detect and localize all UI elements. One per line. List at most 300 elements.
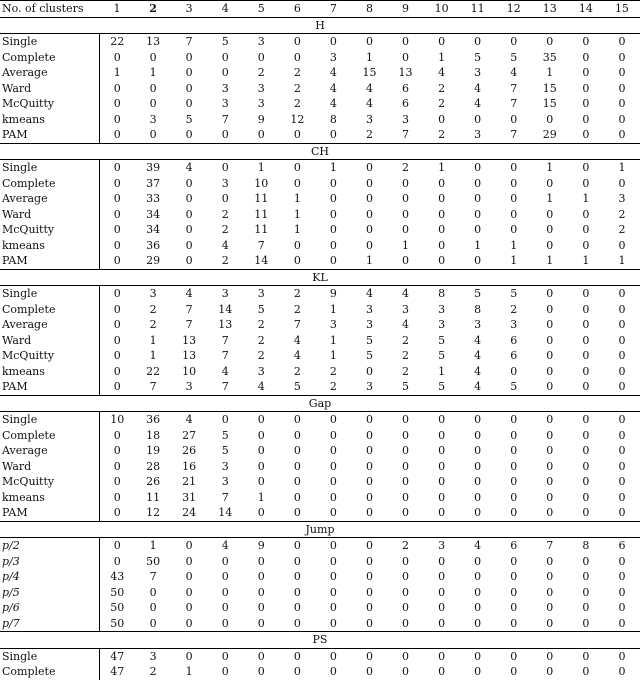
cell-value: 12 <box>290 112 305 126</box>
cell-value: 0 <box>582 364 590 378</box>
row-label: Complete <box>2 176 56 190</box>
cell-value: 0 <box>546 554 554 568</box>
cell-value: 1 <box>618 254 626 267</box>
cell-value: 3 <box>402 112 410 126</box>
cell-value: 0 <box>329 254 337 267</box>
cell-value: 3 <box>474 128 482 141</box>
cell-value: 1 <box>546 192 554 205</box>
cell-value: 0 <box>365 601 373 614</box>
cell-value: 0 <box>293 539 301 552</box>
cell-value: 0 <box>402 475 410 488</box>
group-title: CH <box>0 143 640 160</box>
cell-value: 0 <box>474 254 482 267</box>
cell-value: 0 <box>582 128 590 141</box>
header-column-6: 6 <box>279 1 315 18</box>
cell-value: 15 <box>542 97 557 110</box>
table-body <box>0 17 640 680</box>
cell-value: 0 <box>582 459 590 473</box>
cell-value: 0 <box>185 254 193 267</box>
table-row <box>0 253 640 269</box>
cell-value: 2 <box>618 207 626 221</box>
cell-value: 39 <box>146 161 161 174</box>
cell-value: 0 <box>257 554 265 568</box>
cell-value: 4 <box>221 539 229 552</box>
cell-value: 0 <box>618 475 626 488</box>
cell-value: 0 <box>257 570 265 583</box>
table-row <box>0 96 640 112</box>
cell-value: 0 <box>582 601 590 614</box>
cell-value: 2 <box>221 223 229 236</box>
cell-value: 0 <box>510 475 518 488</box>
cell-value: 1 <box>474 238 482 252</box>
cell-value: 0 <box>546 207 554 221</box>
cell-value: 0 <box>618 506 626 519</box>
table-row <box>0 302 640 318</box>
cell-value: 0 <box>546 333 554 347</box>
cell-value: 0 <box>402 192 410 205</box>
cell-value: 0 <box>221 50 229 64</box>
row-label: Average <box>2 66 48 79</box>
cell-value: 0 <box>618 302 626 316</box>
cell-value: 2 <box>365 128 373 141</box>
cell-value: 4 <box>365 81 373 95</box>
cell-value: 5 <box>221 35 229 48</box>
cell-value: 2 <box>402 364 410 378</box>
cell-value: 0 <box>221 570 229 583</box>
cell-value: 1 <box>329 161 337 174</box>
cell-value: 50 <box>146 554 161 568</box>
cell-value: 3 <box>329 318 337 331</box>
cell-value: 0 <box>185 81 193 95</box>
header-column-2: 2 <box>135 1 171 18</box>
cell-value: 0 <box>293 601 301 614</box>
cell-value: 0 <box>293 50 301 64</box>
cell-value: 0 <box>582 302 590 316</box>
cell-value: 3 <box>618 192 626 205</box>
cell-value: 0 <box>546 223 554 236</box>
cell-value: 3 <box>149 287 157 300</box>
cell-value: 7 <box>221 490 229 504</box>
cell-value: 0 <box>582 349 590 362</box>
cell-value: 26 <box>182 444 197 457</box>
cell-value: 0 <box>293 665 301 678</box>
row-label: Ward <box>2 81 32 95</box>
cell-value: 2 <box>438 97 446 110</box>
table-row <box>0 600 640 616</box>
cell-value: 0 <box>329 649 337 663</box>
cell-value: 0 <box>438 444 446 457</box>
cell-value: 0 <box>582 444 590 457</box>
cell-value: 1 <box>365 50 373 64</box>
cell-value: 50 <box>99 616 135 632</box>
cell-value: 27 <box>182 428 197 442</box>
cell-value: 0 <box>365 490 373 504</box>
cell-value: 0 <box>402 554 410 568</box>
cell-value: 1 <box>257 161 265 174</box>
cell-value: 1 <box>510 238 518 252</box>
cell-value: 0 <box>293 570 301 583</box>
cell-value: 6 <box>402 81 410 95</box>
table-row <box>0 333 640 349</box>
cell-value: 4 <box>474 539 482 552</box>
cell-value: 1 <box>546 254 554 267</box>
header-column-7: 7 <box>315 1 351 18</box>
cell-value: 0 <box>149 97 157 110</box>
cell-value: 9 <box>329 287 337 300</box>
cell-value: 0 <box>438 112 446 126</box>
cell-value: 9 <box>257 539 265 552</box>
cell-value: 0 <box>618 616 626 630</box>
cell-value: 10 <box>99 412 135 428</box>
cell-value: 1 <box>149 333 157 347</box>
cell-value: 0 <box>618 428 626 442</box>
cell-value: 3 <box>474 66 482 79</box>
cell-value: 0 <box>618 238 626 252</box>
cell-value: 3 <box>329 50 337 64</box>
cell-value: 1 <box>365 254 373 267</box>
cell-value: 0 <box>257 50 265 64</box>
cell-value: 1 <box>185 665 193 678</box>
cell-value: 0 <box>365 176 373 190</box>
cell-value: 0 <box>329 585 337 599</box>
cell-value: 0 <box>618 380 626 393</box>
cell-value: 0 <box>474 490 482 504</box>
cell-value: 0 <box>221 616 229 630</box>
table-row <box>0 616 640 632</box>
cell-value: 0 <box>185 176 193 190</box>
cell-value: 0 <box>510 35 518 48</box>
cell-value: 2 <box>149 665 157 678</box>
cell-value: 0 <box>329 35 337 48</box>
cell-value: 0 <box>293 616 301 630</box>
cell-value: 4 <box>185 161 193 174</box>
cell-value: 0 <box>365 539 373 552</box>
cell-value: 0 <box>546 380 554 393</box>
cell-value: 0 <box>618 97 626 110</box>
row-label: p/5 <box>2 585 20 599</box>
cell-value: 0 <box>329 413 337 426</box>
cell-value: 0 <box>365 665 373 678</box>
cell-value: 0 <box>257 459 265 473</box>
cell-value: 3 <box>149 649 157 663</box>
cell-value: 8 <box>329 112 337 126</box>
header-column-1: 1 <box>99 1 135 18</box>
cell-value: 0 <box>546 176 554 190</box>
row-label: Single <box>2 649 38 663</box>
cell-value: 5 <box>510 380 518 393</box>
cell-value: 0 <box>185 128 193 141</box>
cell-value: 1 <box>582 192 590 205</box>
cell-value: 2 <box>329 364 337 378</box>
cell-value: 0 <box>438 176 446 190</box>
cell-value: 4 <box>365 287 373 300</box>
cell-value: 2 <box>293 97 301 110</box>
table-row <box>0 238 640 254</box>
cell-value: 0 <box>329 238 337 252</box>
cell-value: 13 <box>182 349 197 362</box>
table-row <box>0 81 640 97</box>
cell-value: 22 <box>99 34 135 50</box>
cell-value: 6 <box>510 333 518 347</box>
cell-value: 0 <box>474 112 482 126</box>
cell-value: 0 <box>546 475 554 488</box>
cell-value: 0 <box>474 570 482 583</box>
row-label: PAM <box>2 380 28 393</box>
cell-value: 5 <box>221 444 229 457</box>
cell-value: 0 <box>99 459 135 475</box>
cell-value: 0 <box>257 665 265 678</box>
cell-value: 0 <box>546 649 554 663</box>
cell-value: 50 <box>99 585 135 601</box>
cell-value: 0 <box>474 192 482 205</box>
cell-value: 7 <box>185 35 193 48</box>
cell-value: 13 <box>146 35 161 48</box>
cell-value: 0 <box>438 490 446 504</box>
cell-value: 1 <box>149 349 157 362</box>
cell-value: 0 <box>402 585 410 599</box>
cell-value: 36 <box>146 413 161 426</box>
cell-value: 0 <box>329 570 337 583</box>
table-row <box>0 160 640 176</box>
cell-value: 0 <box>149 585 157 599</box>
cell-value: 0 <box>510 506 518 519</box>
cell-value: 7 <box>221 380 229 393</box>
cell-value: 0 <box>546 665 554 678</box>
row-label: Single <box>2 287 38 300</box>
cell-value: 0 <box>618 66 626 79</box>
cell-value: 0 <box>221 128 229 141</box>
cell-value: 0 <box>99 364 135 380</box>
cell-value: 0 <box>99 538 135 554</box>
cell-value: 31 <box>182 490 197 504</box>
cell-value: 5 <box>438 380 446 393</box>
cell-value: 0 <box>474 616 482 630</box>
cell-value: 29 <box>146 254 161 267</box>
cell-value: 0 <box>99 238 135 254</box>
table-row <box>0 412 640 428</box>
cell-value: 28 <box>146 459 161 473</box>
cell-value: 0 <box>618 665 626 678</box>
cell-value: 0 <box>257 585 265 599</box>
cell-value: 0 <box>618 490 626 504</box>
table-row <box>0 191 640 207</box>
cell-value: 0 <box>185 50 193 64</box>
cell-value: 0 <box>582 554 590 568</box>
row-label: Single <box>2 35 38 48</box>
cell-value: 0 <box>185 585 193 599</box>
cell-value: 4 <box>474 81 482 95</box>
cell-value: 0 <box>99 222 135 238</box>
cell-value: 0 <box>221 601 229 614</box>
cell-value: 0 <box>99 96 135 112</box>
cell-value: 0 <box>582 490 590 504</box>
cell-value: 0 <box>510 601 518 614</box>
cell-value: 0 <box>510 192 518 205</box>
cell-value: 1 <box>149 539 157 552</box>
cell-value: 0 <box>546 459 554 473</box>
cell-value: 0 <box>546 318 554 331</box>
cell-value: 47 <box>99 664 135 680</box>
cell-value: 0 <box>365 616 373 630</box>
cell-value: 1 <box>257 490 265 504</box>
cell-value: 2 <box>293 302 301 316</box>
table-row <box>0 474 640 490</box>
header-column-9: 9 <box>388 1 424 18</box>
cell-value: 0 <box>402 207 410 221</box>
cell-value: 7 <box>149 570 157 583</box>
cell-value: 0 <box>221 585 229 599</box>
cell-value: 2 <box>402 539 410 552</box>
cell-value: 36 <box>146 238 161 252</box>
cell-value: 0 <box>582 665 590 678</box>
row-label: McQuitty <box>2 223 55 236</box>
row-label: Average <box>2 318 48 331</box>
cell-value: 47 <box>99 648 135 664</box>
cell-value: 0 <box>365 364 373 378</box>
cell-value: 0 <box>365 570 373 583</box>
cell-value: 3 <box>438 539 446 552</box>
cell-value: 0 <box>474 459 482 473</box>
cell-value: 0 <box>618 333 626 347</box>
row-label: kmeans <box>2 238 45 252</box>
cell-value: 1 <box>329 333 337 347</box>
cell-value: 0 <box>582 81 590 95</box>
cell-value: 0 <box>546 601 554 614</box>
cell-value: 0 <box>438 601 446 614</box>
cell-value: 15 <box>542 81 557 95</box>
cell-value: 34 <box>146 207 161 221</box>
cell-value: 0 <box>185 554 193 568</box>
cell-value: 0 <box>546 585 554 599</box>
cell-value: 0 <box>618 318 626 331</box>
row-label: Single <box>2 413 38 426</box>
cell-value: 5 <box>365 349 373 362</box>
group-header-row <box>0 632 640 649</box>
cell-value: 0 <box>99 379 135 395</box>
table-row <box>0 50 640 66</box>
cell-value: 3 <box>438 318 446 331</box>
cell-value: 2 <box>329 380 337 393</box>
cell-value: 0 <box>402 649 410 663</box>
cell-value: 0 <box>618 128 626 141</box>
cell-value: 0 <box>618 176 626 190</box>
cell-value: 33 <box>146 192 161 205</box>
table-row <box>0 428 640 444</box>
cell-value: 0 <box>546 112 554 126</box>
cell-value: 2 <box>438 128 446 141</box>
cell-value: 2 <box>257 66 265 79</box>
cell-value: 0 <box>438 665 446 678</box>
cell-value: 0 <box>257 506 265 519</box>
cell-value: 0 <box>546 490 554 504</box>
cell-value: 0 <box>221 665 229 678</box>
cell-value: 7 <box>402 128 410 141</box>
cell-value: 0 <box>438 475 446 488</box>
cell-value: 11 <box>254 207 269 221</box>
cell-value: 0 <box>99 191 135 207</box>
row-label: Ward <box>2 459 32 473</box>
cell-value: 7 <box>185 318 193 331</box>
cell-value: 0 <box>618 585 626 599</box>
cell-value: 2 <box>402 333 410 347</box>
cell-value: 0 <box>293 490 301 504</box>
cell-value: 0 <box>329 223 337 236</box>
cell-value: 0 <box>293 128 301 141</box>
cell-value: 0 <box>474 475 482 488</box>
cell-value: 3 <box>257 81 265 95</box>
table-row <box>0 379 640 395</box>
cell-value: 5 <box>402 380 410 393</box>
cell-value: 1 <box>293 207 301 221</box>
cell-value: 0 <box>438 413 446 426</box>
cell-value: 0 <box>329 616 337 630</box>
cell-value: 0 <box>365 554 373 568</box>
cell-value: 0 <box>510 112 518 126</box>
cell-value: 7 <box>185 302 193 316</box>
row-label: McQuitty <box>2 97 55 110</box>
cell-value: 0 <box>257 428 265 442</box>
cell-value: 2 <box>149 302 157 316</box>
cell-value: 0 <box>510 207 518 221</box>
cell-value: 0 <box>582 506 590 519</box>
cell-value: 0 <box>582 475 590 488</box>
header-column-13: 13 <box>532 1 568 18</box>
cell-value: 0 <box>329 475 337 488</box>
cell-value: 0 <box>582 207 590 221</box>
cell-value: 0 <box>582 35 590 48</box>
table-row <box>0 459 640 475</box>
cell-value: 14 <box>218 302 233 316</box>
cell-value: 0 <box>257 413 265 426</box>
cell-value: 5 <box>474 50 482 64</box>
cell-value: 0 <box>293 554 301 568</box>
cell-value: 3 <box>221 97 229 110</box>
cell-value: 0 <box>365 35 373 48</box>
cell-value: 2 <box>438 81 446 95</box>
cell-value: 3 <box>257 35 265 48</box>
row-label: Complete <box>2 50 56 64</box>
table-row <box>0 585 640 601</box>
cell-value: 0 <box>510 490 518 504</box>
cell-value: 0 <box>402 428 410 442</box>
cell-value: 0 <box>99 474 135 490</box>
cell-value: 26 <box>146 475 161 488</box>
cell-value: 0 <box>221 161 229 174</box>
cell-value: 3 <box>221 81 229 95</box>
cell-value: 0 <box>582 161 590 174</box>
cell-value: 0 <box>185 539 193 552</box>
cell-value: 13 <box>218 318 233 331</box>
cell-value: 8 <box>474 302 482 316</box>
cell-value: 3 <box>257 97 265 110</box>
cell-value: 3 <box>474 318 482 331</box>
cell-value: 0 <box>438 238 446 252</box>
cell-value: 0 <box>329 459 337 473</box>
cell-value: 0 <box>546 35 554 48</box>
row-label: Ward <box>2 333 32 347</box>
group-header-row <box>0 395 640 412</box>
cell-value: 2 <box>257 318 265 331</box>
cell-value: 0 <box>365 223 373 236</box>
cell-value: 3 <box>365 380 373 393</box>
cell-value: 0 <box>293 444 301 457</box>
cell-value: 0 <box>582 649 590 663</box>
cell-value: 0 <box>329 554 337 568</box>
cell-value: 0 <box>99 253 135 269</box>
cell-value: 1 <box>438 161 446 174</box>
cell-value: 0 <box>582 287 590 300</box>
cell-value: 0 <box>99 333 135 349</box>
